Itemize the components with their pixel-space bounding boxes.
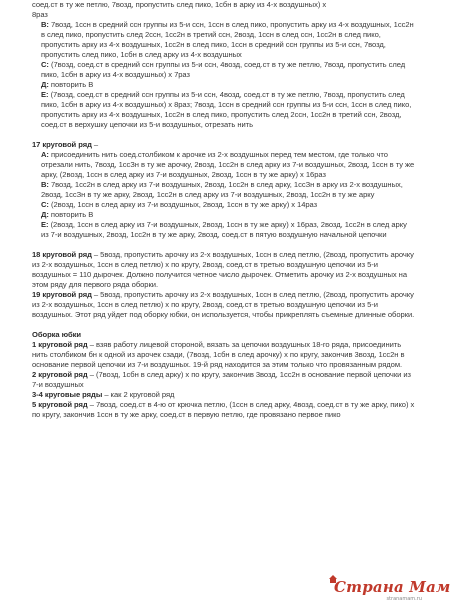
document-text	[32, 0, 416, 420]
pattern-part	[32, 150, 416, 180]
pattern-part	[32, 210, 416, 220]
part-label: А:	[41, 150, 49, 159]
part-label: С:	[41, 60, 49, 69]
row-18-text: – 5возд, пропустить арочку из 2-х воздушных, 1ссн в след петлю, (2возд, пропустить арочку из 2-х воздушных, 1ссн в след петлю) х по кругу, 2возд, соед.ст в третью воздушную цепочки из 5-и воздушных = 110 дырочек. Должно получится четное число дырочек. Отметить арочку из 2-х воздушных на этом ряду для первого ряда оборки.	[32, 250, 414, 289]
spacer	[32, 320, 416, 330]
part-text: повторить В	[50, 80, 94, 89]
part-text: повторить В	[50, 210, 94, 219]
frill-row	[32, 390, 416, 400]
watermark-text: Страна Мам	[334, 578, 450, 596]
part-text: присоединить нить соед.столбиком к арочке из 2-х воздушных перед тем местом, где только что отрезали нить, 7возд, 1ссЗн в ту же арочку, 2возд, 1сс2н в след арку из 7-и воздушных, 2возд, 1ссн в ту же арку, (2возд, 1ссн в след арку из 7-и воздушных, 2возд, 1ссн в ту же арку) х 16раз	[41, 150, 415, 179]
frill-row	[32, 370, 416, 390]
row-18-paragraph	[32, 250, 416, 290]
part-label: В:	[41, 180, 49, 189]
site-watermark	[328, 574, 450, 602]
top-fragment-line: соед.ст в ту же петлю, 7возд, пропустить след пико, 1сбн в арку из 4-х воздушных) х	[32, 0, 327, 9]
frill-row-heading: 5 круговой ряд	[32, 400, 88, 409]
row-19-heading: 19 круговой ряд	[32, 290, 92, 299]
frill-row-text: – (7возд, 1сбн в след арку) х по кругу, закончив 3возд, 1сс2н в основание первой цепочки из 7-и воздушных	[32, 370, 411, 389]
row-19-paragraph	[32, 290, 416, 320]
pattern-part	[32, 220, 416, 240]
watermark-subtext: stranamam.ru	[386, 596, 422, 602]
frill-row-text: – как 2 круговой ряд	[102, 390, 175, 399]
frill-row-heading: 3-4 круговые ряды	[32, 390, 103, 399]
pattern-part	[32, 200, 416, 210]
pattern-part	[32, 20, 416, 60]
part-label: В:	[41, 20, 49, 29]
pattern-part	[32, 60, 416, 80]
frill-row	[32, 340, 416, 370]
part-text: (7возд, соед.ст в средний ссн группы из 5-и ссн, 4возд, соед.ст в ту же петлю, 7возд, пропустить след пико, 1сбн в арку из 4-х воздушных) х 8раз; 7возд, 1ссн в средний ссн группы из 5-и ссн, 1ссн в след пико, пропустить арку из 4-х воздушных, 1сс2н в след пико, пропустить след 2ссн, 1сс2н в третий ссн, 2возд, соед.ст в верхушку цепочки из 5-и воздушных, отрезать нить	[41, 90, 412, 129]
row-18-heading: 18 круговой ряд	[32, 250, 92, 259]
part-label: С:	[41, 200, 49, 209]
row-19-text: – 5возд, пропустить арочку из 2-х воздушных, 1ссн в след петлю, (2возд, пропустить арочку из 2-х воздушных, 1ссн в след петлю) х по кругу, 2возд, соед.ст в третью воздушную цепочки из 5-и воздушных. Этот ряд уйдет под оборку юбки, он используется, чтобы прикреплять съемные длинные оборки.	[32, 290, 415, 319]
part-text: (2возд, 1ссн в след арку из 7-и воздушных, 2возд, 1ссн в ту же арку) х 16раз, 2возд, 1сс2н в след арку из 7-и воздушных, 2возд, 1сс2н в ту же арку, 2возд, соед.ст в пятую воздушную начальной цепочки	[41, 220, 407, 239]
part-label: Д:	[41, 210, 49, 219]
part-text: (7возд, соед.ст в средний ссн группы из 5-и ссн, 4возд, соед.ст в ту же петлю, 7возд, пропустить след пико, 1сбн в арку из 4-х воздушных) х 7раз	[41, 60, 406, 79]
row-heading-line	[32, 140, 416, 150]
part-text: 7возд, 1ссн в средний ссн группы из 5-и ссн, 1ссн в след пико, пропустить арку из 4-х воздушных, 1сс2н в след пико, пропустить след 2ссн, 1сс2н в третий ссн, 2возд, 1ссн в след ссн, 1сс2н в след пико, пропустить арку из 4-х воздушных, 1сс2н в след пико, 1ссн в средний ссн группы из 5-и ссн, 7возд, пропустить след пико, 1сбн в след арку из 4-х воздушных	[41, 20, 414, 59]
pattern-part	[32, 90, 416, 130]
heading-dash: –	[91, 140, 99, 149]
frill-row-text: – взяв работу лицевой стороной, вязать за цепочки воздушных 18-го ряда, присоединить нить столбиком бн к одной из арочек сзади, (7возд, 1сбн в след арочку) х по кругу, закончив 3возд, 1сс2н в основание первой цепочки из 7-и воздушных. 19-й ряд находится за этим только что провязанным рядом.	[32, 340, 405, 369]
spacer	[32, 130, 416, 140]
spacer	[32, 240, 416, 250]
part-label: Е:	[41, 90, 49, 99]
frill-row-heading: 2 круговой ряд	[32, 370, 88, 379]
part-label: Е:	[41, 220, 49, 229]
frill-title: Оборка юбки	[32, 330, 82, 339]
top-fragment-line: 8раз	[32, 10, 48, 19]
frill-row-text: – 7возд, соед.ст в 4-ю от крючка петлю, (1ссн в след арку, 4возд, соед.ст в ту же арку, пико) х по кругу, закончив 1ссн в ту же арку, соед.ст в первую петлю, где провязано первое пико	[32, 400, 415, 419]
part-label: Д:	[41, 80, 49, 89]
frill-row	[32, 400, 416, 420]
pattern-part	[32, 180, 416, 200]
part-text: (2возд, 1ссн в след арку из 7-и воздушных, 2возд, 1ссн в ту же арку) х 14раз	[50, 200, 318, 209]
part-text: 7возд, 1сс2н в след арку из 7-и воздушных, 2возд, 1сс2н в след арку, 1ссЗн в арку из 2-х воздушных, 2возд, 1ссЗн в ту же арку, 2возд, 1сс2н в след арку из 7-и воздушных, 2возд, 1сс2н в ту же арку	[41, 180, 403, 199]
row-17-heading: 17 круговой ряд	[32, 140, 92, 149]
frill-row-heading: 1 круговой ряд	[32, 340, 88, 349]
pattern-part	[32, 80, 416, 90]
